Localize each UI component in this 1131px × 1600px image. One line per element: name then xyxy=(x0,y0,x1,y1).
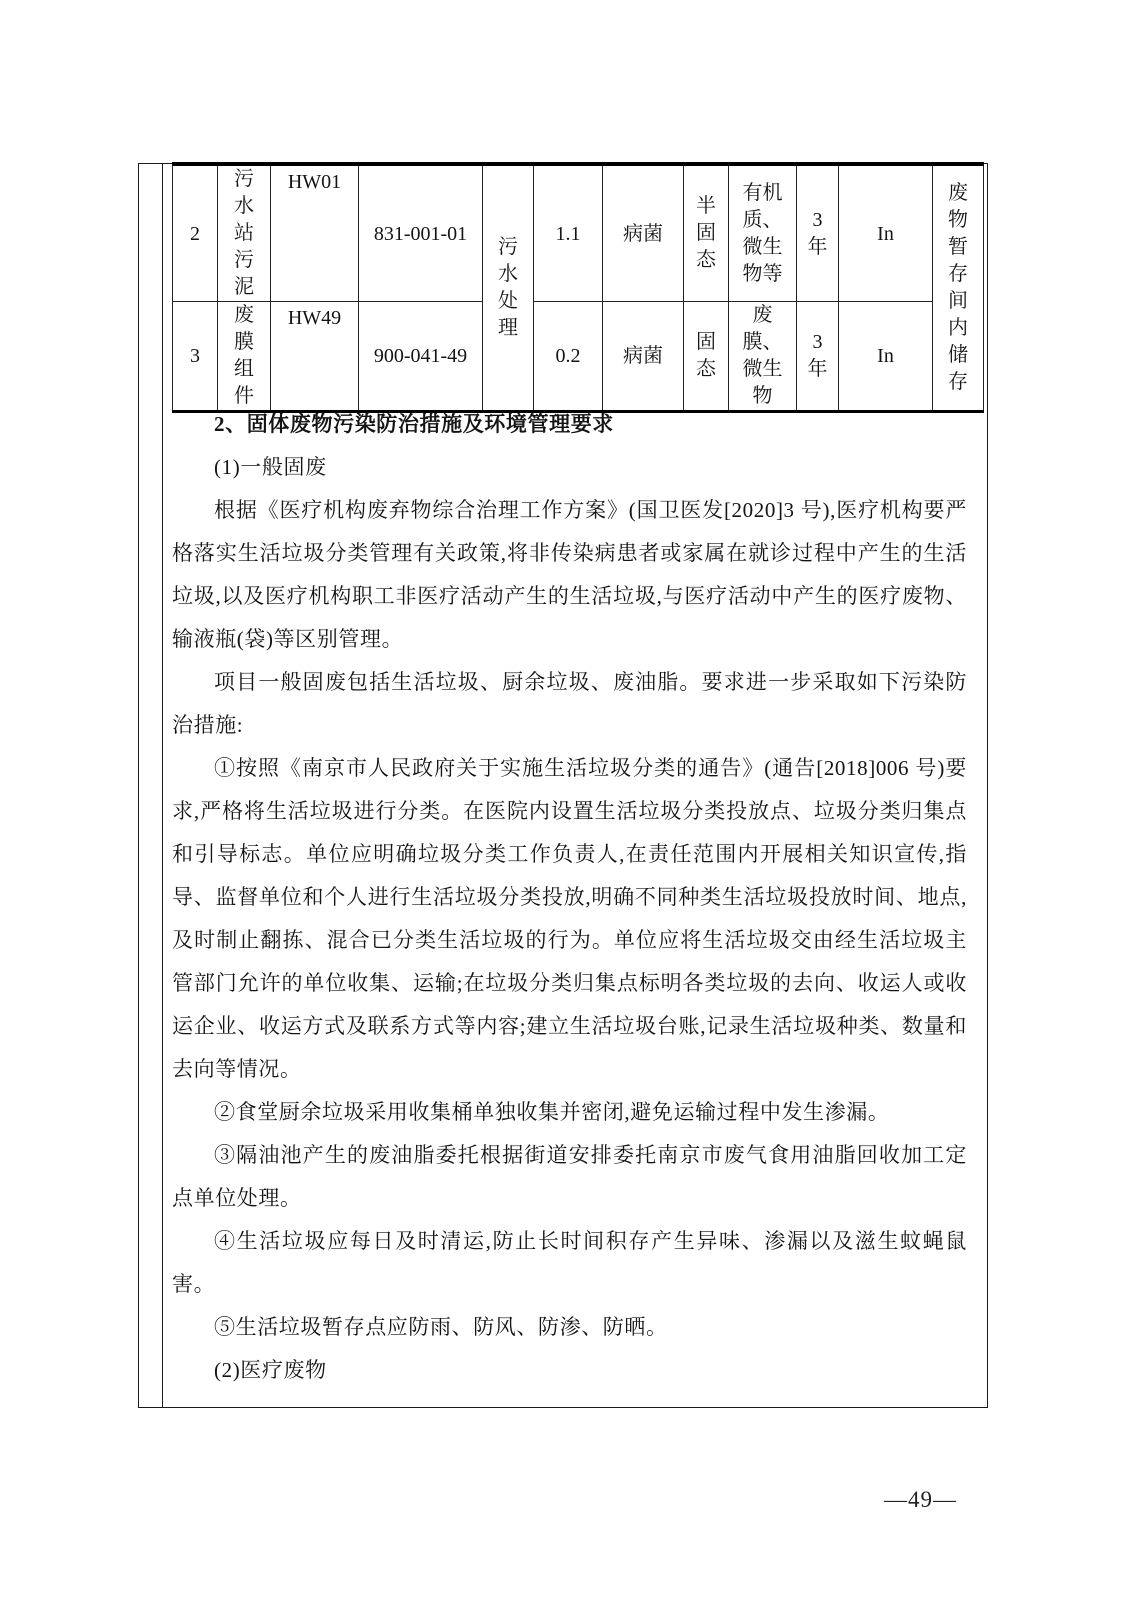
storage-period-value: 3年 xyxy=(807,331,828,380)
cell-composition xyxy=(729,164,797,302)
waste-name-value: 污水站污泥 xyxy=(234,168,254,298)
quantity-value: 1.1 xyxy=(555,222,581,245)
table-row xyxy=(173,164,984,302)
cell-source-process xyxy=(483,164,534,412)
disposal-mode-value: In xyxy=(877,345,894,367)
serial-value: 2 xyxy=(190,222,200,245)
composition-value: 有机质、微生物等 xyxy=(742,181,783,285)
physical-form-value: 固态 xyxy=(696,331,716,380)
paragraph-measure-1: ①按照《南京市人民政府关于实施生活垃圾分类的通告》(通告[2018]006 号)要求,严格将生活垃圾进行分类。在医院内设置生活垃圾分类投放点、垃圾分类归集点和引导标志。单位应明确垃圾分类工作负责人,在责任范围内开展相关知识宣传,指导、监督单位和个人进行生活垃圾分类投放,明确不同种类生活垃圾投放时间、地点,及时制止翻拣、混合已分类生活垃圾的行为。单位应将生活垃圾交由经生活垃圾主管部门允许的单位收集、运输;在垃圾分类归集点标明各类垃圾的去向、收运人或收运企业、收运方式及联系方式等内容;建立生活垃圾台账,记录生活垃圾种类、数量和去向等情况。 xyxy=(172,756,967,1081)
waste-code-value: 831-001-01 xyxy=(373,222,468,245)
disposal-mode-value: In xyxy=(877,222,894,245)
content-frame xyxy=(138,163,988,1408)
table-row xyxy=(173,302,984,412)
cell-disposal-mode xyxy=(839,302,933,412)
cell-disposal-mode xyxy=(839,164,933,302)
quantity-value: 0.2 xyxy=(555,345,581,367)
serial-value: 3 xyxy=(190,345,200,367)
composition-value: 废膜、微生物 xyxy=(742,304,783,407)
cell-waste-name xyxy=(218,302,271,412)
cell-waste-code xyxy=(359,302,483,412)
cell-physical-form xyxy=(684,302,729,412)
paragraph-measure-2: ②食堂厨余垃圾采用收集桶单独收集并密闭,避免运输过程中发生渗漏。 xyxy=(214,1100,890,1124)
cell-serial xyxy=(173,302,218,412)
cell-hazard-factor xyxy=(603,302,684,412)
source-process-value: 污水处理 xyxy=(498,236,518,339)
waste-name-value: 废膜组件 xyxy=(234,304,254,407)
subsection-medical-waste: (2)医疗废物 xyxy=(214,1358,327,1382)
cell-physical-form xyxy=(684,164,729,302)
hw-code-value: HW49 xyxy=(287,307,342,329)
hazard-factor-value: 病菌 xyxy=(623,222,663,245)
measures-text-section xyxy=(172,403,967,1392)
cell-serial xyxy=(173,164,218,302)
cell-hw-code xyxy=(271,302,359,412)
paragraph-policy-basis: 根据《医疗机构废弃物综合治理工作方案》(国卫医发[2020]3 号),医疗机构要严格落实生活垃圾分类管理有关政策,将非传染病患者或家属在就诊过程中产生的生活垃圾,以及医疗机构职工非医疗活动产生的生活垃圾,与医疗活动中产生的医疗废物、输液瓶(袋)等区别管理。 xyxy=(172,498,967,651)
hazardous-waste-table xyxy=(172,162,984,413)
hazard-factor-value: 病菌 xyxy=(623,345,663,367)
hw-code-value: HW01 xyxy=(287,171,342,193)
storage-period-value: 3年 xyxy=(807,208,828,258)
waste-code-value: 900-041-49 xyxy=(373,345,468,367)
paragraph-measure-5: ⑤生活垃圾暂存点应防雨、防风、防渗、防晒。 xyxy=(214,1315,668,1339)
storage-location-value: 废物暂存间内储存 xyxy=(948,182,968,393)
cell-waste-name xyxy=(218,164,271,302)
cell-hazard-factor xyxy=(603,164,684,302)
cell-hw-code xyxy=(271,164,359,302)
section-heading: 2、固体废物污染防治措施及环境管理要求 xyxy=(214,412,614,436)
cell-storage-location xyxy=(933,164,984,412)
cell-waste-code xyxy=(359,164,483,302)
cell-quantity xyxy=(534,302,603,412)
page-number: —49— xyxy=(884,1487,957,1512)
cell-storage-period xyxy=(797,164,839,302)
paragraph-measure-4: ④生活垃圾应每日及时清运,防止长时间积存产生异味、渗漏以及滋生蚊蝇鼠害。 xyxy=(172,1229,967,1296)
subsection-general-waste: (1)一般固废 xyxy=(214,455,327,479)
cell-storage-period xyxy=(797,302,839,412)
cell-composition xyxy=(729,302,797,412)
paragraph-measure-3: ③隔油池产生的废油脂委托根据街道安排委托南京市废气食用油脂回收加工定点单位处理。 xyxy=(172,1143,967,1210)
cell-quantity xyxy=(534,164,603,302)
paragraph-general-waste-scope: 项目一般固废包括生活垃圾、厨余垃圾、废油脂。要求进一步采取如下污染防治措施: xyxy=(172,670,967,737)
left-gutter-divider xyxy=(162,164,163,1407)
physical-form-value: 半固态 xyxy=(696,195,716,271)
